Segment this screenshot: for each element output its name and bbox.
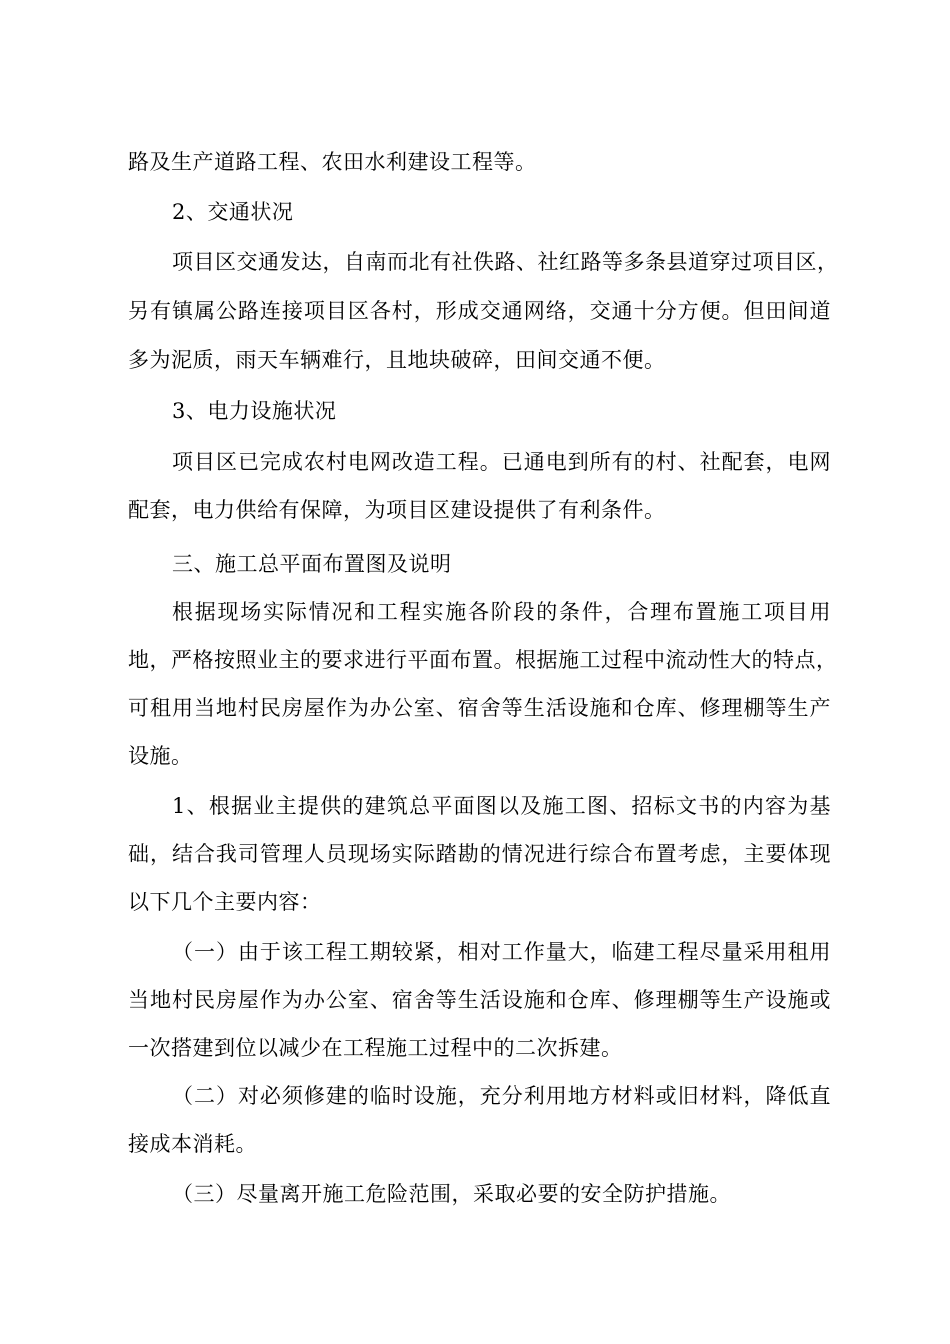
- paragraph-line: 项目区已完成农村电网改造工程。已通电到所有的村、社配套，电网: [172, 450, 831, 474]
- paragraph-line: 1、根据业主提供的建筑总平面图以及施工图、招标文书的内容为基: [172, 794, 831, 818]
- paragraph-line: 配套，电力供给有保障，为项目区建设提供了有利条件。: [128, 498, 666, 522]
- paragraph-line: 路及生产道路工程、农田水利建设工程等。: [128, 150, 537, 174]
- paragraph-line: 以下几个主要内容：: [128, 890, 322, 914]
- paragraph-line: 多为泥质，雨天车辆难行，且地块破碎，田间交通不便。: [128, 348, 666, 372]
- paragraph-line: 根据现场实际情况和工程实施各阶段的条件，合理布置施工项目用: [172, 600, 831, 624]
- paragraph-line: （一）由于该工程工期较紧，相对工作量大，临建工程尽量采用租用: [172, 940, 831, 964]
- section-heading-power: 3、电力设施状况: [172, 399, 337, 423]
- section-heading-traffic: 2、交通状况: [172, 200, 294, 224]
- paragraph-line: 地，严格按照业主的要求进行平面布置。根据施工过程中流动性大的特点，: [128, 648, 838, 672]
- paragraph-line: 设施。: [128, 744, 193, 768]
- paragraph-line: （二）对必须修建的临时设施，充分利用地方材料或旧材料，降低直: [172, 1084, 831, 1108]
- paragraph-line: 可租用当地村民房屋作为办公室、宿舍等生活设施和仓库、修理棚等生产: [128, 696, 831, 720]
- section-heading-layout: 三、施工总平面布置图及说明: [172, 552, 452, 576]
- paragraph-line: 项目区交通发达，自南而北有社佚路、社红路等多条县道穿过项目区，: [172, 250, 839, 274]
- paragraph-line: 当地村民房屋作为办公室、宿舍等生活设施和仓库、修理棚等生产设施或: [128, 988, 831, 1012]
- paragraph-line: 接成本消耗。: [128, 1132, 257, 1156]
- paragraph-line: 一次搭建到位以减少在工程施工过程中的二次拆建。: [128, 1036, 623, 1060]
- paragraph-line: 础，结合我司管理人员现场实际踏勘的情况进行综合布置考虑，主要体现: [128, 842, 831, 866]
- paragraph-line: 另有镇属公路连接项目区各村，形成交通网络，交通十分方便。但田间道: [128, 299, 831, 323]
- paragraph-line: （三）尽量离开施工危险范围，采取必要的安全防护措施。: [172, 1182, 731, 1206]
